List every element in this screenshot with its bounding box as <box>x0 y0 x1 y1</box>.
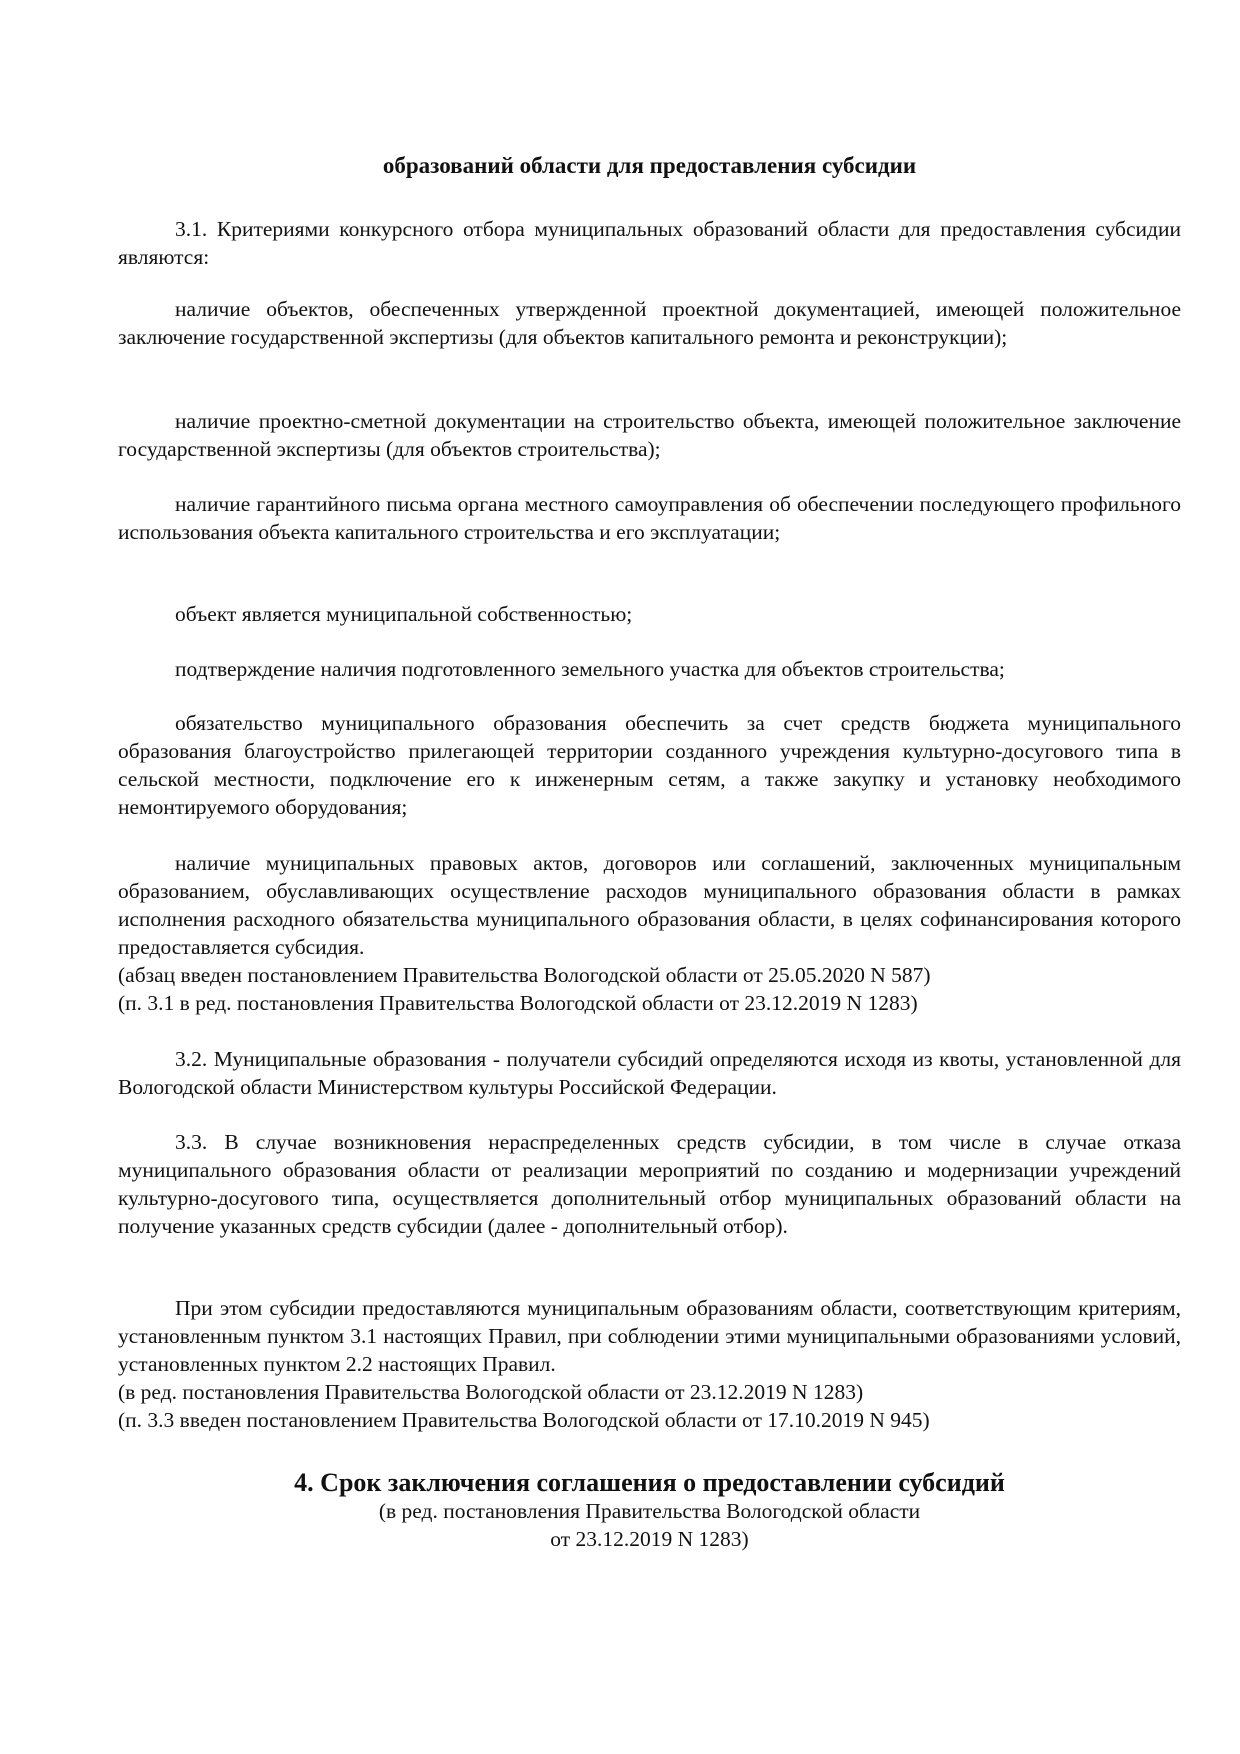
paragraph-3-1: 3.1. Критериями конкурсного отбора муниципальных образований области для предоставления субсидии являются: <box>118 217 1181 269</box>
section-4-note: от 23.12.2019 N 1283) <box>550 1527 749 1551</box>
criterion-paragraph: обязательство муниципального образования обеспечить за счет средств бюджета муниципального образования благоустройство прилегающей территории созданного учреждения культурно-досугового типа в сельской местности, подключение его к инженерным сетям, а также закупку и установку необходимого немонтируемого оборудования; <box>118 711 1181 819</box>
paragraph-3-2: 3.2. Муниципальные образования - получатели субсидий определяются исходя из квоты, установленной для Вологодской области Министерством культуры Российской Федерации. <box>118 1047 1181 1099</box>
criterion-paragraph: наличие проектно-сметной документации на строительство объекта, имеющей положительное заключение государственной экспертизы (для объектов строительства); <box>118 409 1181 461</box>
paragraph-3-3-cont: При этом субсидии предоставляются муниципальным образованиям области, соответствующим критериям, установленным пунктом 3.1 настоящих Правил, при соблюдении этими муниципальными образованиями условий, установленных пунктом 2.2 настоящих Правил. <box>118 1296 1181 1376</box>
amendment-note: (п. 3.1 в ред. постановления Правительства Вологодской области от 23.12.2019 N 1283) <box>118 991 918 1015</box>
criterion-paragraph: объект является муниципальной собственностью; <box>175 602 633 626</box>
criterion-paragraph: подтверждение наличия подготовленного земельного участка для объектов строительства; <box>175 657 1005 681</box>
amendment-note: (п. 3.3 введен постановлением Правительства Вологодской области от 17.10.2019 N 945) <box>118 1408 930 1432</box>
section-4-heading: 4. Срок заключения соглашения о предоставлении субсидий <box>294 1468 1005 1497</box>
section-title: образований области для предоставления субсидии <box>382 153 917 178</box>
criterion-paragraph: наличие муниципальных правовых актов, договоров или соглашений, заключенных муниципальным образованием, обуславливающих осуществление расходов муниципального образования области в рамках исполнения расходного обязательства муниципального образования области, в целях софинансирования которого предоставляется субсидия. <box>118 851 1181 959</box>
criterion-paragraph: наличие объектов, обеспеченных утвержденной проектной документацией, имеющей положительное заключение государственной экспертизы (для объектов капитального ремонта и реконструкции); <box>118 297 1181 349</box>
section-4-note: (в ред. постановления Правительства Вологодской области <box>378 1499 921 1523</box>
amendment-note: (в ред. постановления Правительства Вологодской области от 23.12.2019 N 1283) <box>118 1380 864 1404</box>
amendment-note: (абзац введен постановлением Правительства Вологодской области от 25.05.2020 N 587) <box>118 963 931 987</box>
criterion-paragraph: наличие гарантийного письма органа местного самоуправления об обеспечении последующего профильного использования объекта капитального строительства и его эксплуатации; <box>118 492 1181 544</box>
paragraph-3-3: 3.3. В случае возникновения нераспределенных средств субсидии, в том числе в случае отказа муниципального образования области от реализации мероприятий по созданию и модернизации учреждений культурно-досугового типа, осуществляется дополнительный отбор муниципальных образований области на получение указанных средств субсидии (далее - дополнительный отбор). <box>118 1130 1181 1238</box>
